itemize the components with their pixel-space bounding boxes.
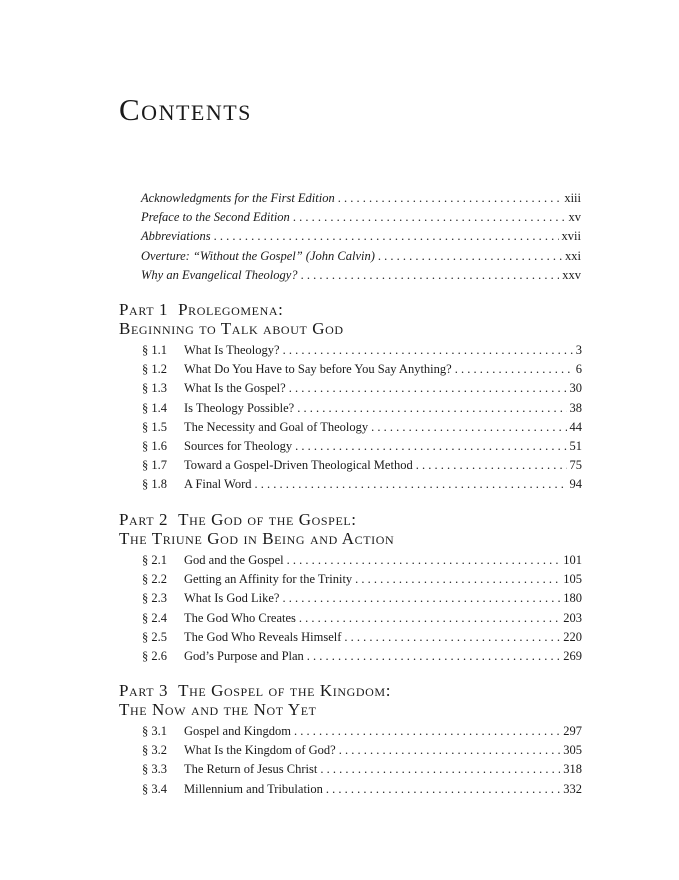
toc-entry-page: xvii [561, 229, 581, 244]
section-page: 318 [563, 762, 582, 777]
toc-entry-title: Overture: “Without the Gospel” (John Calvin) [141, 248, 375, 263]
toc-section[interactable] [142, 782, 582, 801]
section-page: 305 [563, 743, 582, 758]
dot-leader [339, 743, 561, 758]
part-heading[interactable] [119, 510, 579, 548]
section-title: What Is God Like? [184, 591, 280, 606]
section-page: 269 [563, 648, 582, 663]
section-title: What Is Theology? [184, 343, 280, 357]
dot-leader [378, 249, 562, 264]
section-number: § 2.4 [142, 610, 167, 625]
section-page: 220 [563, 629, 582, 644]
dot-leader [297, 401, 566, 416]
toc-entry-page: xxv [562, 267, 581, 282]
toc-entry-preface[interactable] [141, 210, 581, 229]
section-title: What Is the Kingdom of God? [184, 743, 336, 758]
section-list [142, 343, 582, 497]
section-number: § 3.4 [142, 781, 167, 796]
section-number: § 1.1 [142, 343, 167, 357]
part-number: Part 3 [119, 681, 169, 700]
section-page: 51 [569, 438, 582, 453]
section-title: What Is the Gospel? [184, 381, 286, 396]
section-title: Toward a Gospel-Driven Theological Method [184, 458, 413, 473]
toc-section[interactable] [142, 439, 582, 458]
toc-section[interactable] [142, 420, 582, 439]
toc-section[interactable] [142, 362, 582, 381]
section-title: The Return of Jesus Christ [184, 762, 318, 777]
toc-entry-title: Abbreviations [141, 229, 211, 244]
toc-entry-acknowledgments[interactable] [141, 191, 581, 210]
dot-leader [320, 762, 560, 777]
dot-leader [416, 458, 567, 473]
toc-entry-title: Preface to the Second Edition [141, 210, 290, 225]
part-subtitle: Beginning to Talk about God [119, 319, 344, 338]
section-number: § 1.7 [142, 458, 167, 473]
section-number: § 2.5 [142, 629, 167, 644]
page-title: Contents [119, 92, 252, 127]
toc-entry-page: xxi [565, 248, 581, 263]
section-number: § 1.2 [142, 362, 167, 377]
toc-section[interactable] [142, 630, 582, 649]
section-title: What Do You Have to Say before You Say Anything? [184, 362, 452, 377]
toc-section[interactable] [142, 477, 582, 496]
section-title: A Final Word [184, 477, 252, 492]
part-subtitle: The Triune God in Being and Action [119, 529, 395, 548]
dot-leader [294, 724, 560, 739]
part-heading[interactable] [119, 681, 579, 719]
part-2 [119, 510, 582, 668]
toc-entry-page: xiii [564, 191, 581, 205]
toc-section[interactable] [142, 611, 582, 630]
dot-leader [307, 649, 560, 664]
section-title: The Necessity and Goal of Theology [184, 419, 369, 434]
section-page: 3 [575, 343, 582, 357]
dot-leader [355, 572, 560, 587]
section-title: God’s Purpose and Plan [184, 648, 304, 663]
section-list [142, 724, 582, 801]
section-title: Is Theology Possible? [184, 400, 295, 415]
toc-section[interactable] [142, 743, 582, 762]
section-page: 94 [569, 477, 582, 492]
section-page: 6 [575, 362, 582, 377]
toc-section[interactable] [142, 572, 582, 591]
toc-section[interactable] [142, 724, 582, 743]
toc-entry-page: xv [568, 210, 581, 225]
section-number: § 1.4 [142, 400, 167, 415]
dot-leader [344, 630, 560, 645]
toc-entry-overture[interactable] [141, 249, 581, 268]
toc-entry-title: Why an Evangelical Theology? [141, 267, 298, 282]
dot-leader [283, 343, 573, 358]
section-number: § 2.3 [142, 591, 167, 606]
toc-section[interactable] [142, 591, 582, 610]
toc-section[interactable] [142, 649, 582, 668]
toc-entry-title: Acknowledgments for the First Edition [141, 191, 335, 205]
part-1 [119, 300, 582, 497]
dot-leader [214, 229, 559, 244]
section-number: § 2.1 [142, 553, 167, 567]
section-number: § 1.3 [142, 381, 167, 396]
dot-leader [455, 362, 573, 377]
part-title: Prolegomena: [178, 300, 284, 319]
section-page: 105 [563, 572, 582, 587]
section-number: § 3.1 [142, 724, 167, 738]
part-title: The Gospel of the Kingdom: [178, 681, 392, 700]
toc-section[interactable] [142, 553, 582, 572]
section-number: § 3.2 [142, 743, 167, 758]
part-3 [119, 681, 582, 801]
section-title: The God Who Reveals Himself [184, 629, 342, 644]
section-title: Sources for Theology [184, 438, 293, 453]
dot-leader [299, 611, 560, 626]
section-title: Gospel and Kingdom [184, 724, 291, 738]
toc-section[interactable] [142, 381, 582, 400]
dot-leader [371, 420, 566, 435]
toc-section[interactable] [142, 458, 582, 477]
dot-leader [338, 191, 562, 206]
dot-leader [282, 591, 560, 606]
section-number: § 2.2 [142, 572, 167, 587]
section-page: 75 [569, 458, 582, 473]
section-number: § 1.6 [142, 438, 167, 453]
section-title: The God Who Creates [184, 610, 296, 625]
section-number: § 1.8 [142, 477, 167, 492]
section-number: § 1.5 [142, 419, 167, 434]
toc-section[interactable] [142, 762, 582, 781]
section-page: 180 [563, 591, 582, 606]
section-number: § 2.6 [142, 648, 167, 663]
toc-section[interactable] [142, 401, 582, 420]
section-page: 297 [563, 724, 582, 738]
toc-entry-why-evangelical[interactable] [141, 268, 581, 287]
dot-leader [287, 553, 561, 568]
part-subtitle: The Now and the Not Yet [119, 700, 317, 719]
part-number: Part 1 [119, 300, 169, 319]
part-title: The God of the Gospel: [178, 510, 357, 529]
dot-leader [293, 210, 566, 225]
section-page: 332 [563, 781, 582, 796]
section-page: 44 [569, 419, 582, 434]
dot-leader [295, 439, 566, 454]
section-page: 38 [569, 400, 582, 415]
section-number: § 3.3 [142, 762, 167, 777]
section-title: Getting an Affinity for the Trinity [184, 572, 353, 587]
dot-leader [301, 268, 560, 283]
dot-leader [255, 477, 567, 492]
toc-entry-abbreviations[interactable] [141, 229, 581, 248]
section-page: 203 [563, 610, 582, 625]
part-heading[interactable] [119, 300, 579, 338]
front-matter-list [141, 191, 581, 287]
section-page: 101 [563, 553, 582, 567]
section-title: Millennium and Tribulation [184, 781, 323, 796]
toc-section[interactable] [142, 343, 582, 362]
dot-leader [289, 381, 567, 396]
part-number: Part 2 [119, 510, 169, 529]
section-title: God and the Gospel [184, 553, 284, 567]
section-list [142, 553, 582, 668]
dot-leader [326, 782, 560, 797]
section-page: 30 [569, 381, 582, 396]
